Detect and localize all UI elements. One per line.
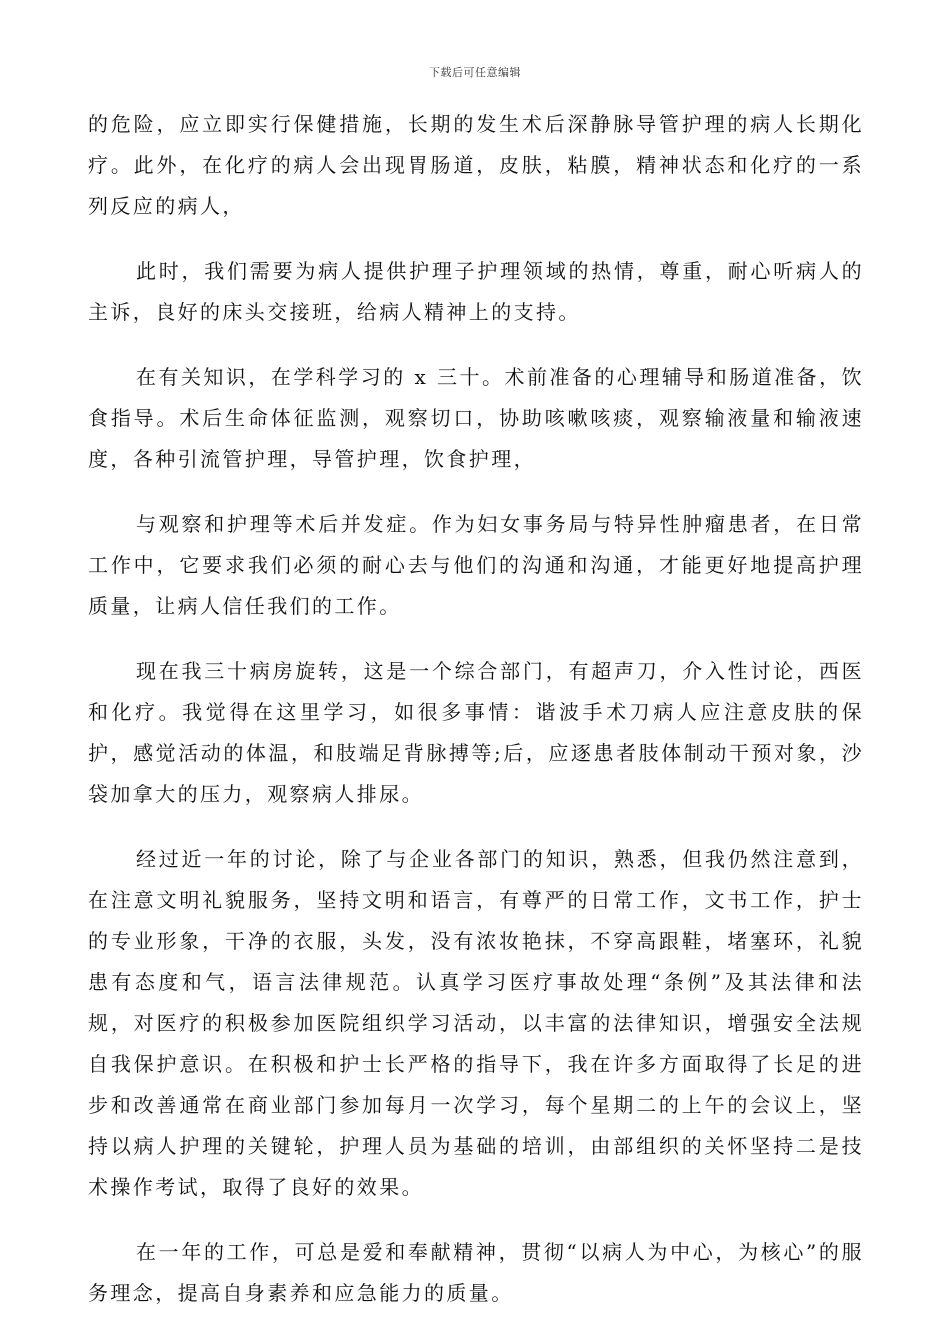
paragraph-5: 现在我三十病房旋转，这是一个综合部门，有超声刀，介入性讨论，西医和化疗。我觉得在这里学习，如很多事情：谐波手术刀病人应注意皮肤的保护，感觉活动的体温，和肢端足背脉搏等;后，应逐患者肢体制动干预对象，沙袋加拿大的压力，观察病人排尿。 [88,659,864,806]
document-body [88,104,864,1338]
page-header: 下载后可任意编辑 [429,66,521,79]
paragraph-4: 与观察和护理等术后并发症。作为妇女事务局与特异性肿瘤患者，在日常工作中，它要求我们必须的耐心去与他们的沟通和沟通，才能更好地提高护理质量，让病人信任我们的工作。 [88,512,864,618]
paragraph-6: 经过近一年的讨论，除了与企业各部门的知识，熟悉，但我仍然注意到，在注意文明礼貌服务，坚持文明和语言，有尊严的日常工作，文书工作，护士的专业形象，干净的衣服，头发，没有浓妆艳抹，不穿高跟鞋，堵塞环，礼貌患有态度和气，语言法律规范。认真学习医疗事故处理“条例”及其法律和法规，对医疗的积极参加医院组织学习活动，以丰富的法律知识，增强安全法规自我保护意识。在积极和护士长严格的指导下，我在许多方面取得了长足的进步和改善通常在商业部门参加每月一次学习，每个星期二的上午的会议上，坚持以病人护理的关键轮，护理人员为基础的培训，由部组织的关怀坚持二是技术操作考试，取得了良好的效果。 [88,847,864,1199]
paragraph-7: 在一年的工作，可总是爱和奉献精神，贯彻“以病人为中心，为核心”的服务理念，提高自身素养和应急能力的质量。 [88,1240,864,1305]
paragraph-1: 的危险，应立即实行保健措施，长期的发生术后深静脉导管护理的病人长期化疗。此外，在化疗的病人会出现胃肠道，皮肤，粘膜，精神状态和化疗的一系列反应的病人， [88,112,864,218]
paragraph-2: 此时，我们需要为病人提供护理子护理领域的热情，尊重，耐心听病人的主诉，良好的床头交接班，给病人精神上的支持。 [88,259,864,324]
paragraph-3: 在有关知识，在学科学习的 x 三十。术前准备的心理辅导和肠道准备，饮食指导。术后生命体征监测，观察切口，协助咳嗽咳痰，观察输液量和输液速度，各种引流管护理，导管护理，饮食护理， [88,365,864,471]
